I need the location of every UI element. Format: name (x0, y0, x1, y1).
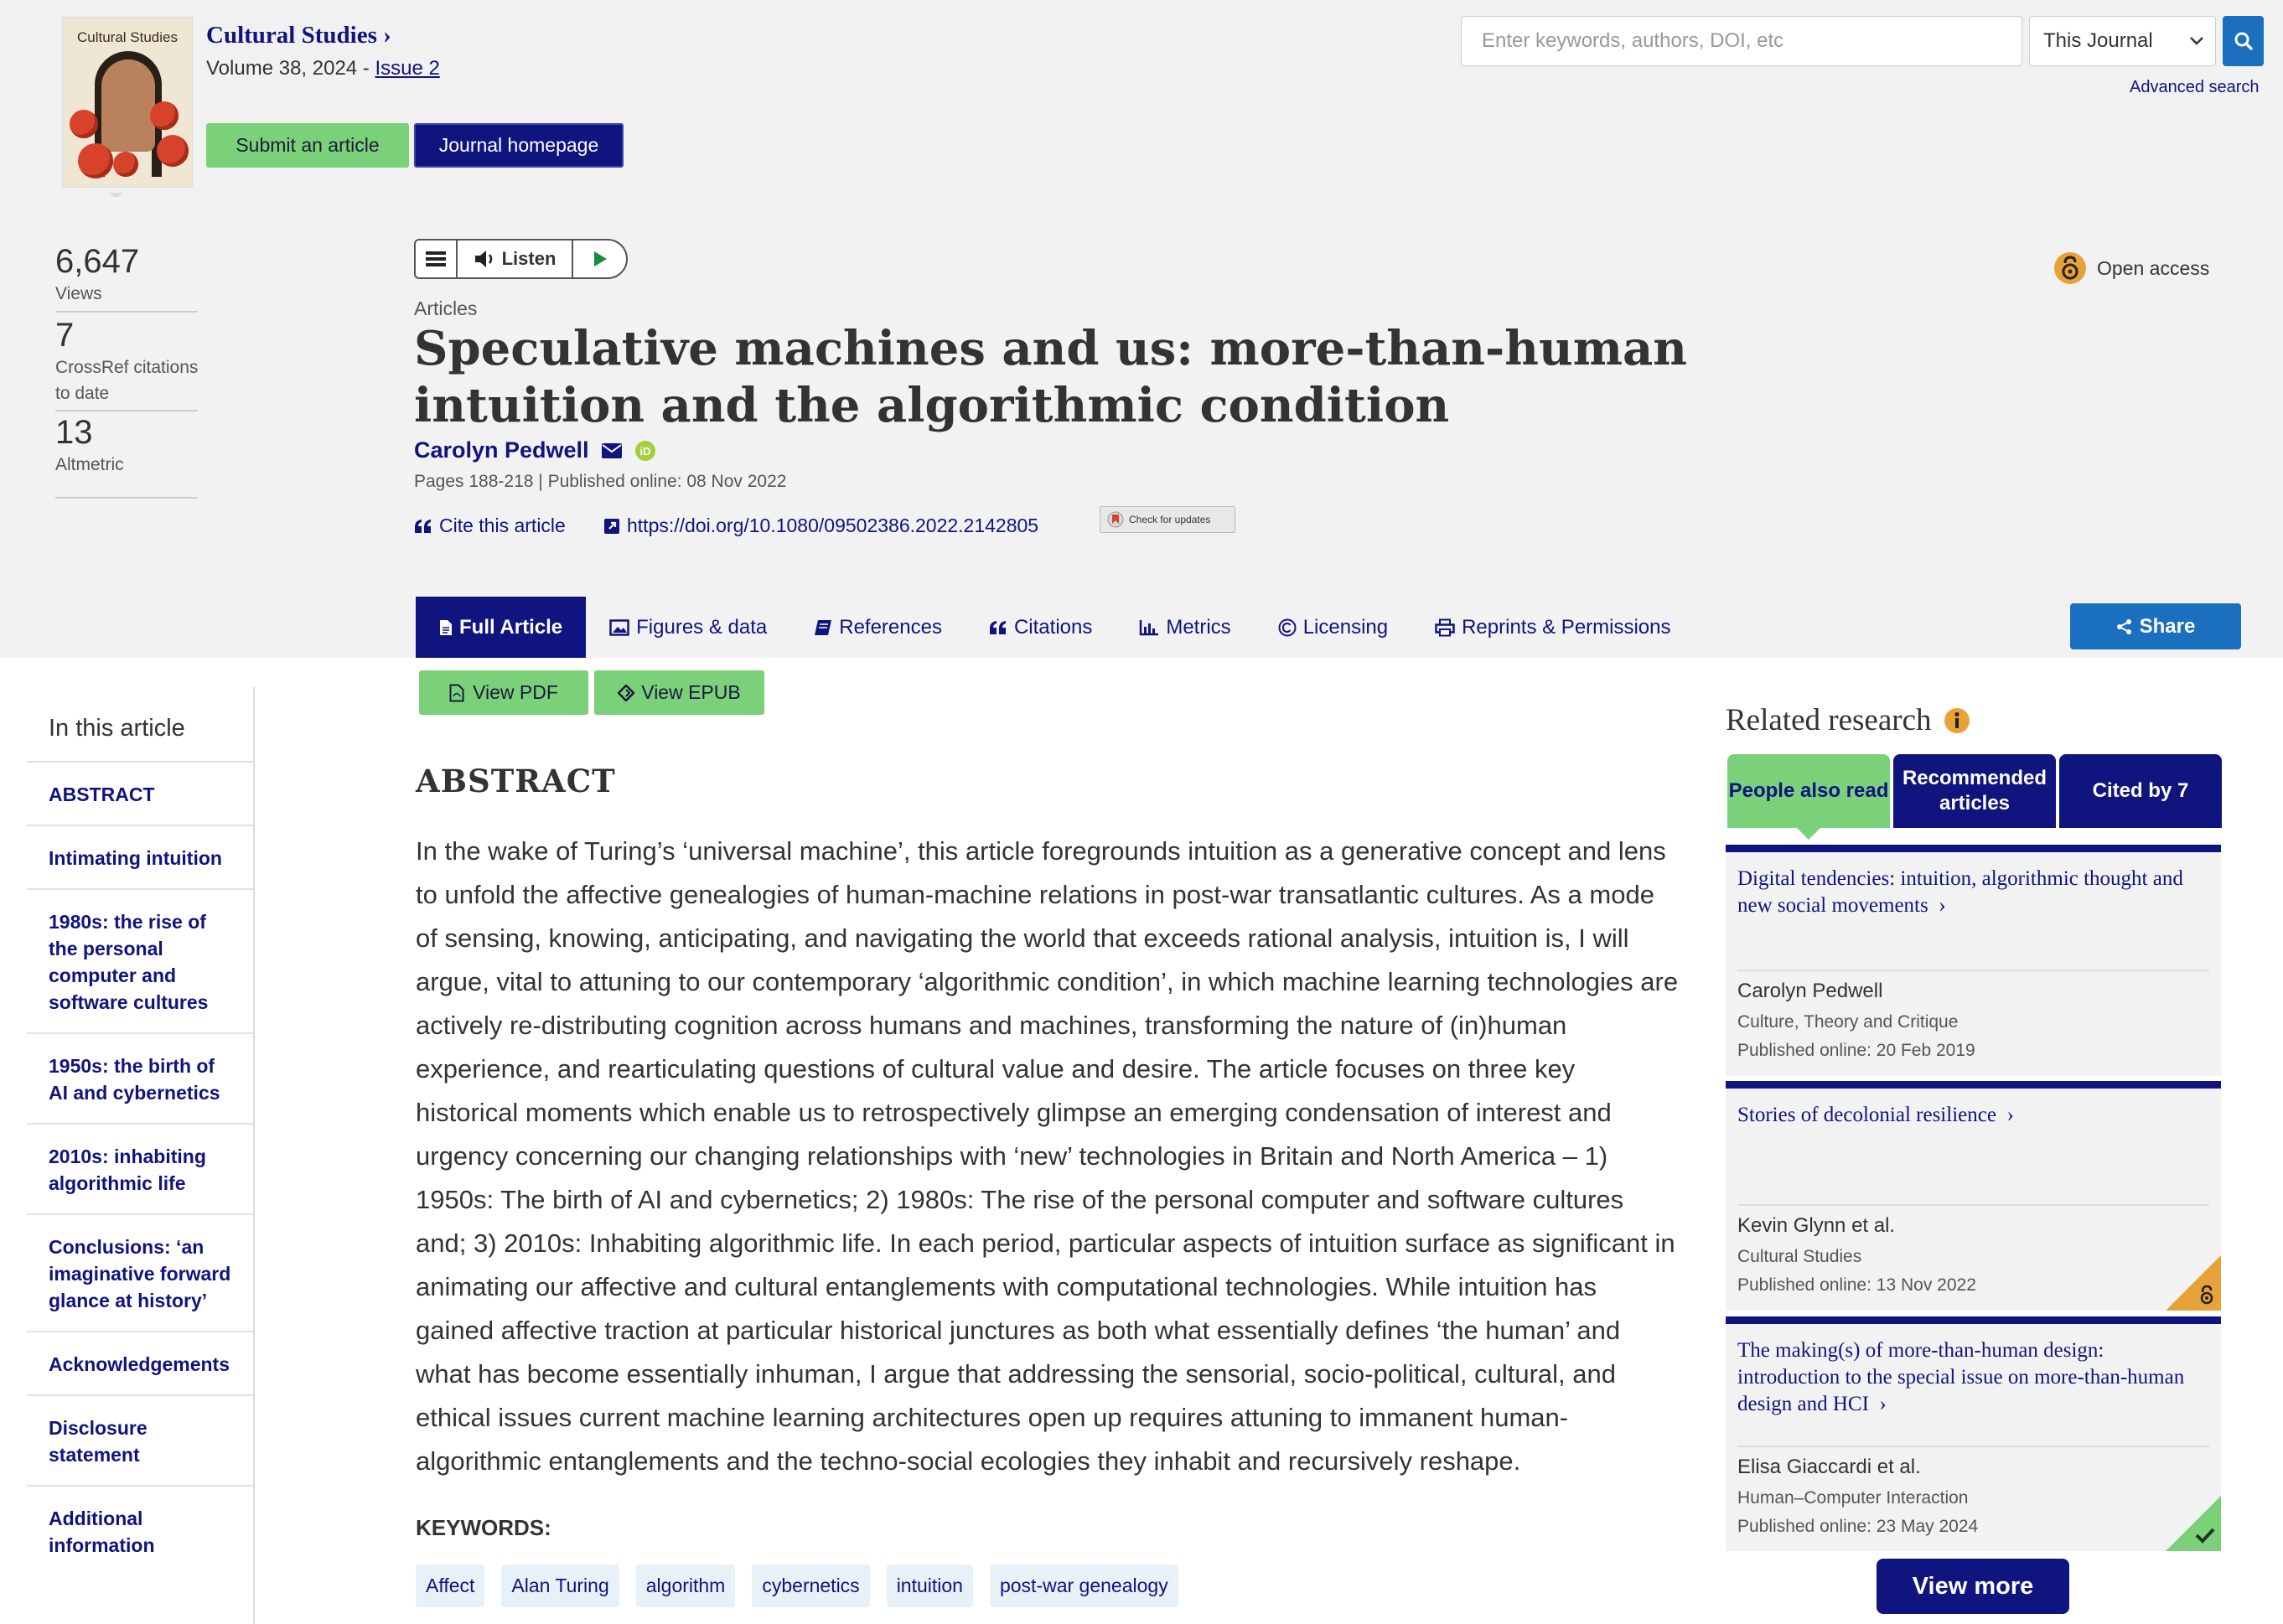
view-epub-button[interactable]: View EPUB (594, 670, 764, 715)
metric-views: 6,647 Views (55, 243, 140, 303)
quote-icon (989, 620, 1007, 635)
tab-cited-by[interactable]: Cited by 7 (2059, 754, 2222, 828)
metric-altmetric: 13 Altmetric (55, 414, 124, 474)
open-access-icon (2053, 251, 2087, 285)
svg-text:iD: iD (639, 444, 651, 458)
toc-item[interactable]: 2010s: inhabiting algorithmic life (27, 1125, 255, 1215)
related-article-title[interactable]: Digital tendencies: intuition, algorithmic thought and new social movements › (1737, 867, 2183, 917)
keyword-tag[interactable]: intuition (887, 1565, 973, 1607)
related-article-card (1726, 845, 2221, 1076)
toc-title: In this article (27, 687, 255, 763)
pdf-file-icon (449, 684, 464, 702)
tab-figures-data[interactable]: Figures & data (586, 597, 790, 658)
tab-people-also-read[interactable]: People also read (1727, 754, 1890, 828)
metric-citations: 7 CrossRef citations to date (55, 317, 199, 403)
related-article-author: Elisa Giaccardi et al. (1737, 1456, 1921, 1478)
search-scope-select[interactable]: This Journal (2029, 16, 2216, 66)
journal-title-link[interactable]: Cultural Studies › (206, 22, 391, 49)
chevron-right-icon: › (1933, 894, 1946, 917)
bar-chart-icon (1139, 619, 1159, 636)
search-icon (2234, 31, 2254, 51)
chevron-right-icon: › (376, 22, 391, 49)
crossmark-icon (1107, 511, 1124, 528)
open-access-icon (2198, 1284, 2216, 1306)
book-icon (814, 619, 832, 636)
view-more-button[interactable]: View more (1877, 1559, 2069, 1614)
keyword-list (416, 1565, 1178, 1607)
submit-article-button[interactable]: Submit an article (206, 123, 409, 168)
related-article-journal: Human–Computer Interaction (1737, 1488, 1969, 1508)
tab-recommended-articles[interactable]: Recommended articles (1893, 754, 2056, 828)
keyword-tag[interactable]: Affect (416, 1565, 484, 1607)
search-input[interactable] (1461, 16, 2022, 66)
keyword-tag[interactable]: algorithm (636, 1565, 736, 1607)
toc-item[interactable]: Intimating intuition (27, 826, 255, 890)
related-research-title: Related research (1726, 702, 1970, 738)
related-article-journal: Cultural Studies (1737, 1247, 1862, 1266)
play-icon (593, 251, 608, 267)
view-pdf-button[interactable]: View PDF (419, 670, 588, 715)
toc-item[interactable]: Additional information (49, 1508, 155, 1556)
related-article-title[interactable]: Stories of decolonial resilience › (1737, 1104, 2014, 1126)
article-section-label: Articles (414, 297, 478, 319)
tab-reprints-permissions[interactable]: Reprints & Permissions (1411, 597, 1694, 658)
cover-title: Cultural Studies (76, 29, 178, 45)
tab-references[interactable]: References (790, 597, 965, 658)
issue-link[interactable]: Issue 2 (375, 57, 440, 80)
related-article-date: Published online: 20 Feb 2019 (1737, 1041, 1975, 1060)
play-button[interactable] (573, 240, 626, 277)
doi-link[interactable]: https://doi.org/10.1080/09502386.2022.2142805 (603, 515, 1038, 537)
toc-item[interactable]: 1950s: the birth of AI and cybernetics (27, 1034, 255, 1125)
advanced-search-link[interactable]: Advanced search (2130, 78, 2260, 96)
toc-item[interactable]: ABSTRACT (27, 763, 255, 826)
toc-item[interactable]: Acknowledgements (27, 1332, 255, 1396)
keyword-tag[interactable]: cybernetics (752, 1565, 869, 1607)
keywords-heading: KEYWORDS: (416, 1515, 551, 1540)
tab-full-article[interactable]: Full Article (416, 597, 586, 658)
external-link-icon (603, 518, 620, 535)
abstract-heading: ABSTRACT (416, 763, 616, 799)
toc-item[interactable]: 1980s: the rise of the personal computer and software cultures (27, 890, 255, 1034)
tab-licensing[interactable]: Licensing (1255, 597, 1411, 658)
toc-item[interactable]: Conclusions: ‘an imaginative forward glance at history’ (27, 1215, 255, 1332)
menu-icon (424, 250, 448, 268)
article-title: Speculative machines and us: more-than-human intuition and the algorithmic condition (414, 321, 1687, 433)
epub-icon (618, 685, 634, 701)
document-icon (439, 619, 453, 636)
toc-item[interactable]: Disclosure statement (27, 1396, 255, 1487)
article-tabs (416, 597, 1695, 658)
listen-button[interactable]: Listen (458, 240, 573, 277)
checkmark-icon (2194, 1526, 2216, 1544)
speaker-icon (474, 249, 497, 269)
share-button[interactable]: Share (2070, 603, 2241, 649)
cite-article-link[interactable]: Cite this article (414, 515, 566, 537)
table-of-contents (27, 687, 255, 1575)
envelope-icon[interactable] (601, 442, 623, 459)
related-article-author: Kevin Glynn et al. (1737, 1214, 1896, 1237)
image-icon (609, 619, 629, 636)
chevron-right-icon: › (2001, 1104, 2014, 1126)
copyright-icon (1278, 618, 1297, 637)
related-article-journal: Culture, Theory and Critique (1737, 1012, 1959, 1032)
author-line (414, 437, 656, 463)
journal-cover-image[interactable] (62, 17, 193, 188)
info-icon[interactable] (1944, 707, 1970, 734)
abstract-text: In the wake of Turing’s ‘universal machine’, this article foregrounds intuition as a generative concept and lens to unfold the affective genealogies of human-machine relations in post-war transatlantic cultures. As a mode of sensing, knowing, anticipating, and navigating the world that exceeds rational analysis, intuition is, I will argue, vital to attuning to our contemporary ‘algorithmic condition’, in which machine learning technologies are actively re-distributing cognition across humans and machines, transforming the nature of (in)human experience, and rearticulating questions of cultural value and desire. The article focuses on three key historical moments which enable us to retrospectively glimpse an emerging condensation of interest and urgency concerning our changing relationships with ‘new’ technologies in Britain and North America – 1) 1950s: The birth of AI and cybernetics; 2) 1980s: The rise of the personal computer and software cultures and; 3) 2010s: Inhabiting algorithmic life. In each period, particular aspects of intuition surface as significant in animating our affective and cultural entanglements with computational technologies. While intuition has gained affective traction at particular historical junctures as both what essentially defines ‘the human’ and what has become essentially inhuman, I argue that addressing the sensorial, socio-political, cultural, and ethical issues current machine learning architectures open up requires attuning to immanent human-algorithmic entanglements and the techno-social ecologies they inhabit and recursively reshape. (416, 836, 1679, 1476)
author-link[interactable]: Carolyn Pedwell (414, 437, 589, 463)
chevron-down-icon (2190, 37, 2203, 45)
keyword-tag[interactable]: post-war genealogy (990, 1565, 1178, 1607)
pages-and-date: Pages 188-218 | Published online: 08 Nov 2022 (414, 472, 787, 491)
tab-citations[interactable]: Citations (965, 597, 1116, 658)
audio-menu-button[interactable] (416, 240, 458, 277)
related-article-card (1726, 1316, 2221, 1551)
orcid-icon[interactable] (634, 440, 656, 462)
related-article-card (1726, 1081, 2221, 1311)
related-article-date: Published online: 23 May 2024 (1737, 1517, 1979, 1536)
search-button[interactable] (2223, 16, 2264, 66)
printer-icon (1435, 618, 1455, 637)
related-article-title[interactable]: The making(s) of more-than-human design: introduction to the special issue on more-than-human design and HCI › (1737, 1339, 2185, 1415)
quote-icon (414, 519, 432, 534)
tab-metrics[interactable]: Metrics (1116, 597, 1254, 658)
open-access-badge: Open access (2053, 251, 2209, 285)
chevron-right-icon: › (1874, 1393, 1887, 1415)
share-icon (2116, 618, 2133, 635)
volume-info: Volume 38, 2024 - Issue 2 (206, 57, 440, 80)
related-article-author: Carolyn Pedwell (1737, 980, 1883, 1002)
keyword-tag[interactable]: Alan Turing (501, 1565, 619, 1607)
audio-player (414, 239, 628, 279)
check-for-updates-button[interactable]: Check for updates (1100, 506, 1235, 533)
related-research-tabs (1727, 754, 2222, 828)
related-article-date: Published online: 13 Nov 2022 (1737, 1275, 1976, 1295)
journal-homepage-button[interactable]: Journal homepage (414, 123, 624, 168)
